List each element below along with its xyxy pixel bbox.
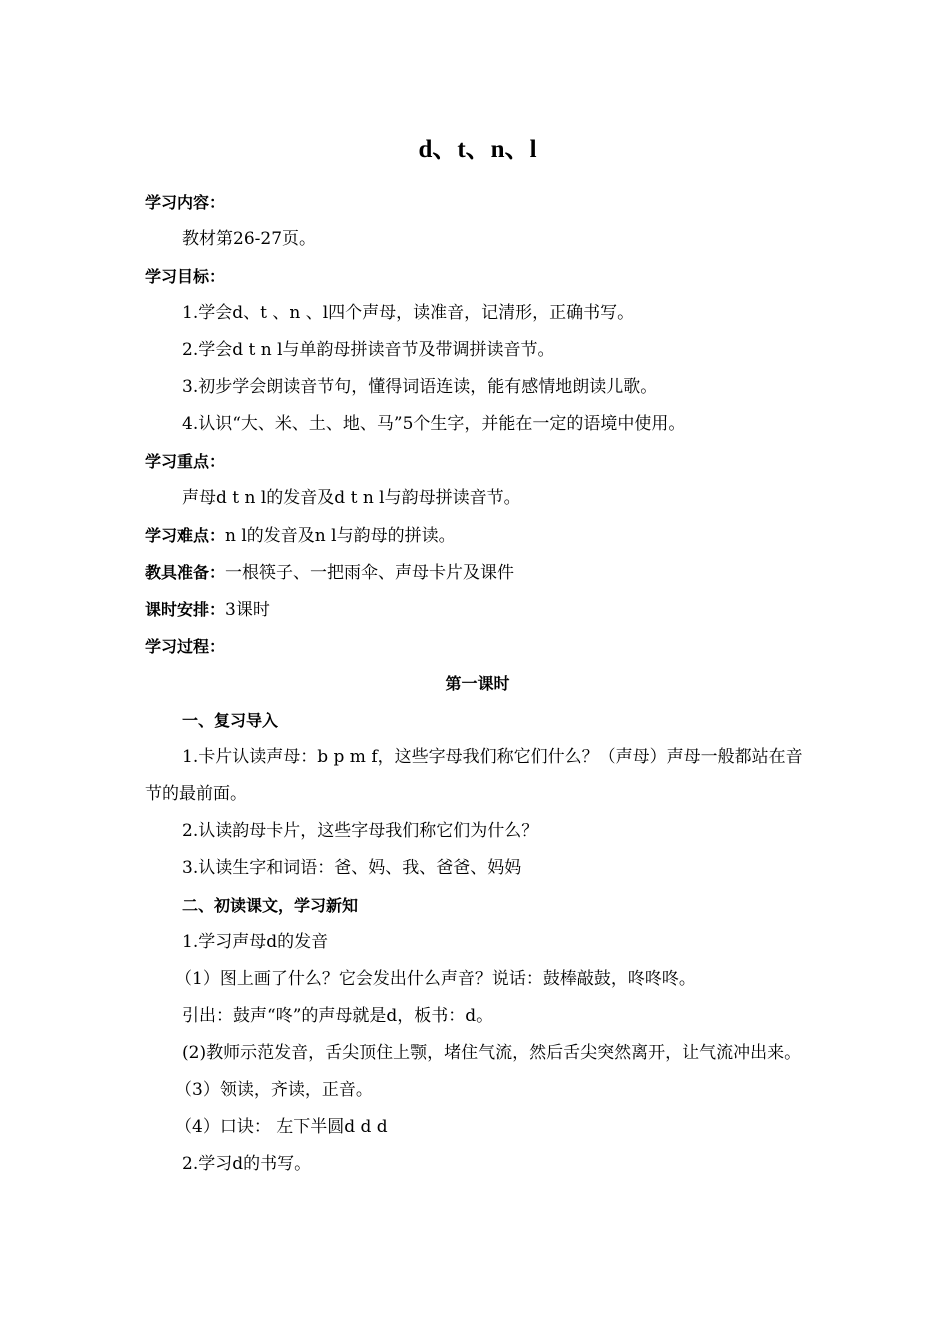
process-heading: 学习过程： [145, 637, 226, 656]
schedule-heading: 课时安排： [145, 600, 226, 619]
section2-heading: 二、初读课文，学习新知 [182, 896, 359, 915]
section2-item: 2.学习d的书写。 [182, 1154, 312, 1174]
section2-step: (2)教师示范发音，舌尖顶住上颚，堵住气流，然后舌尖突然离开，让气流冲出来。 [182, 1043, 802, 1063]
lesson-title: 第一课时 [445, 674, 510, 693]
materials-text: 一根筷子、一把雨伞、声母卡片及课件 [225, 563, 515, 583]
difficulty-text: n l的发音及n l与韵母的拼读。 [225, 526, 456, 546]
goal-item: 1.学会d、t 、n 、l四个声母，读准音，记清形，正确书写。 [182, 303, 635, 323]
goal-item: 3.初步学会朗读音节句，懂得词语连读，能有感情地朗读儿歌。 [182, 377, 658, 397]
goal-item: 4.认识“大、米、土、地、马”5个生字，并能在一定的语境中使用。 [182, 414, 686, 434]
section1-item: 1.卡片认读声母：b p m f，这些字母我们称它们什么？（声母）声母一般都站在音节的最前面。 [145, 747, 803, 804]
key-points-heading: 学习重点： [145, 452, 226, 471]
section1-heading: 一、复习导入 [182, 711, 279, 730]
schedule-text: 3课时 [225, 600, 270, 620]
document-page [145, 130, 810, 1183]
goals-heading: 学习目标： [145, 267, 226, 286]
section2-step: 引出：鼓声“咚”的声母就是d，板书：d。 [182, 1006, 494, 1026]
section2-item: 1.学习声母d的发音 [182, 932, 329, 952]
section2-step: （4）口诀： 左下半圆d d d [175, 1117, 388, 1137]
content-heading: 学习内容： [145, 193, 226, 212]
key-points-text: 声母d t n l的发音及d t n l与韵母拼读音节。 [182, 488, 521, 508]
section2-step: （1）图上画了什么？它会发出什么声音？说话：鼓棒敲鼓，咚咚咚。 [175, 969, 696, 989]
section1-item: 3.认读生字和词语：爸、妈、我、爸爸、妈妈 [182, 858, 522, 878]
section2-step: （3）领读，齐读，正音。 [175, 1080, 373, 1100]
section1-item: 2.认读韵母卡片，这些字母我们称它们为什么？ [182, 821, 539, 841]
content-text: 教材第26-27页。 [182, 229, 317, 249]
materials-heading: 教具准备： [145, 563, 226, 582]
document-title: d、t、n、l [418, 136, 537, 163]
difficulty-heading: 学习难点： [145, 526, 226, 545]
goal-item: 2.学会d t n l与单韵母拼读音节及带调拼读音节。 [182, 340, 555, 360]
